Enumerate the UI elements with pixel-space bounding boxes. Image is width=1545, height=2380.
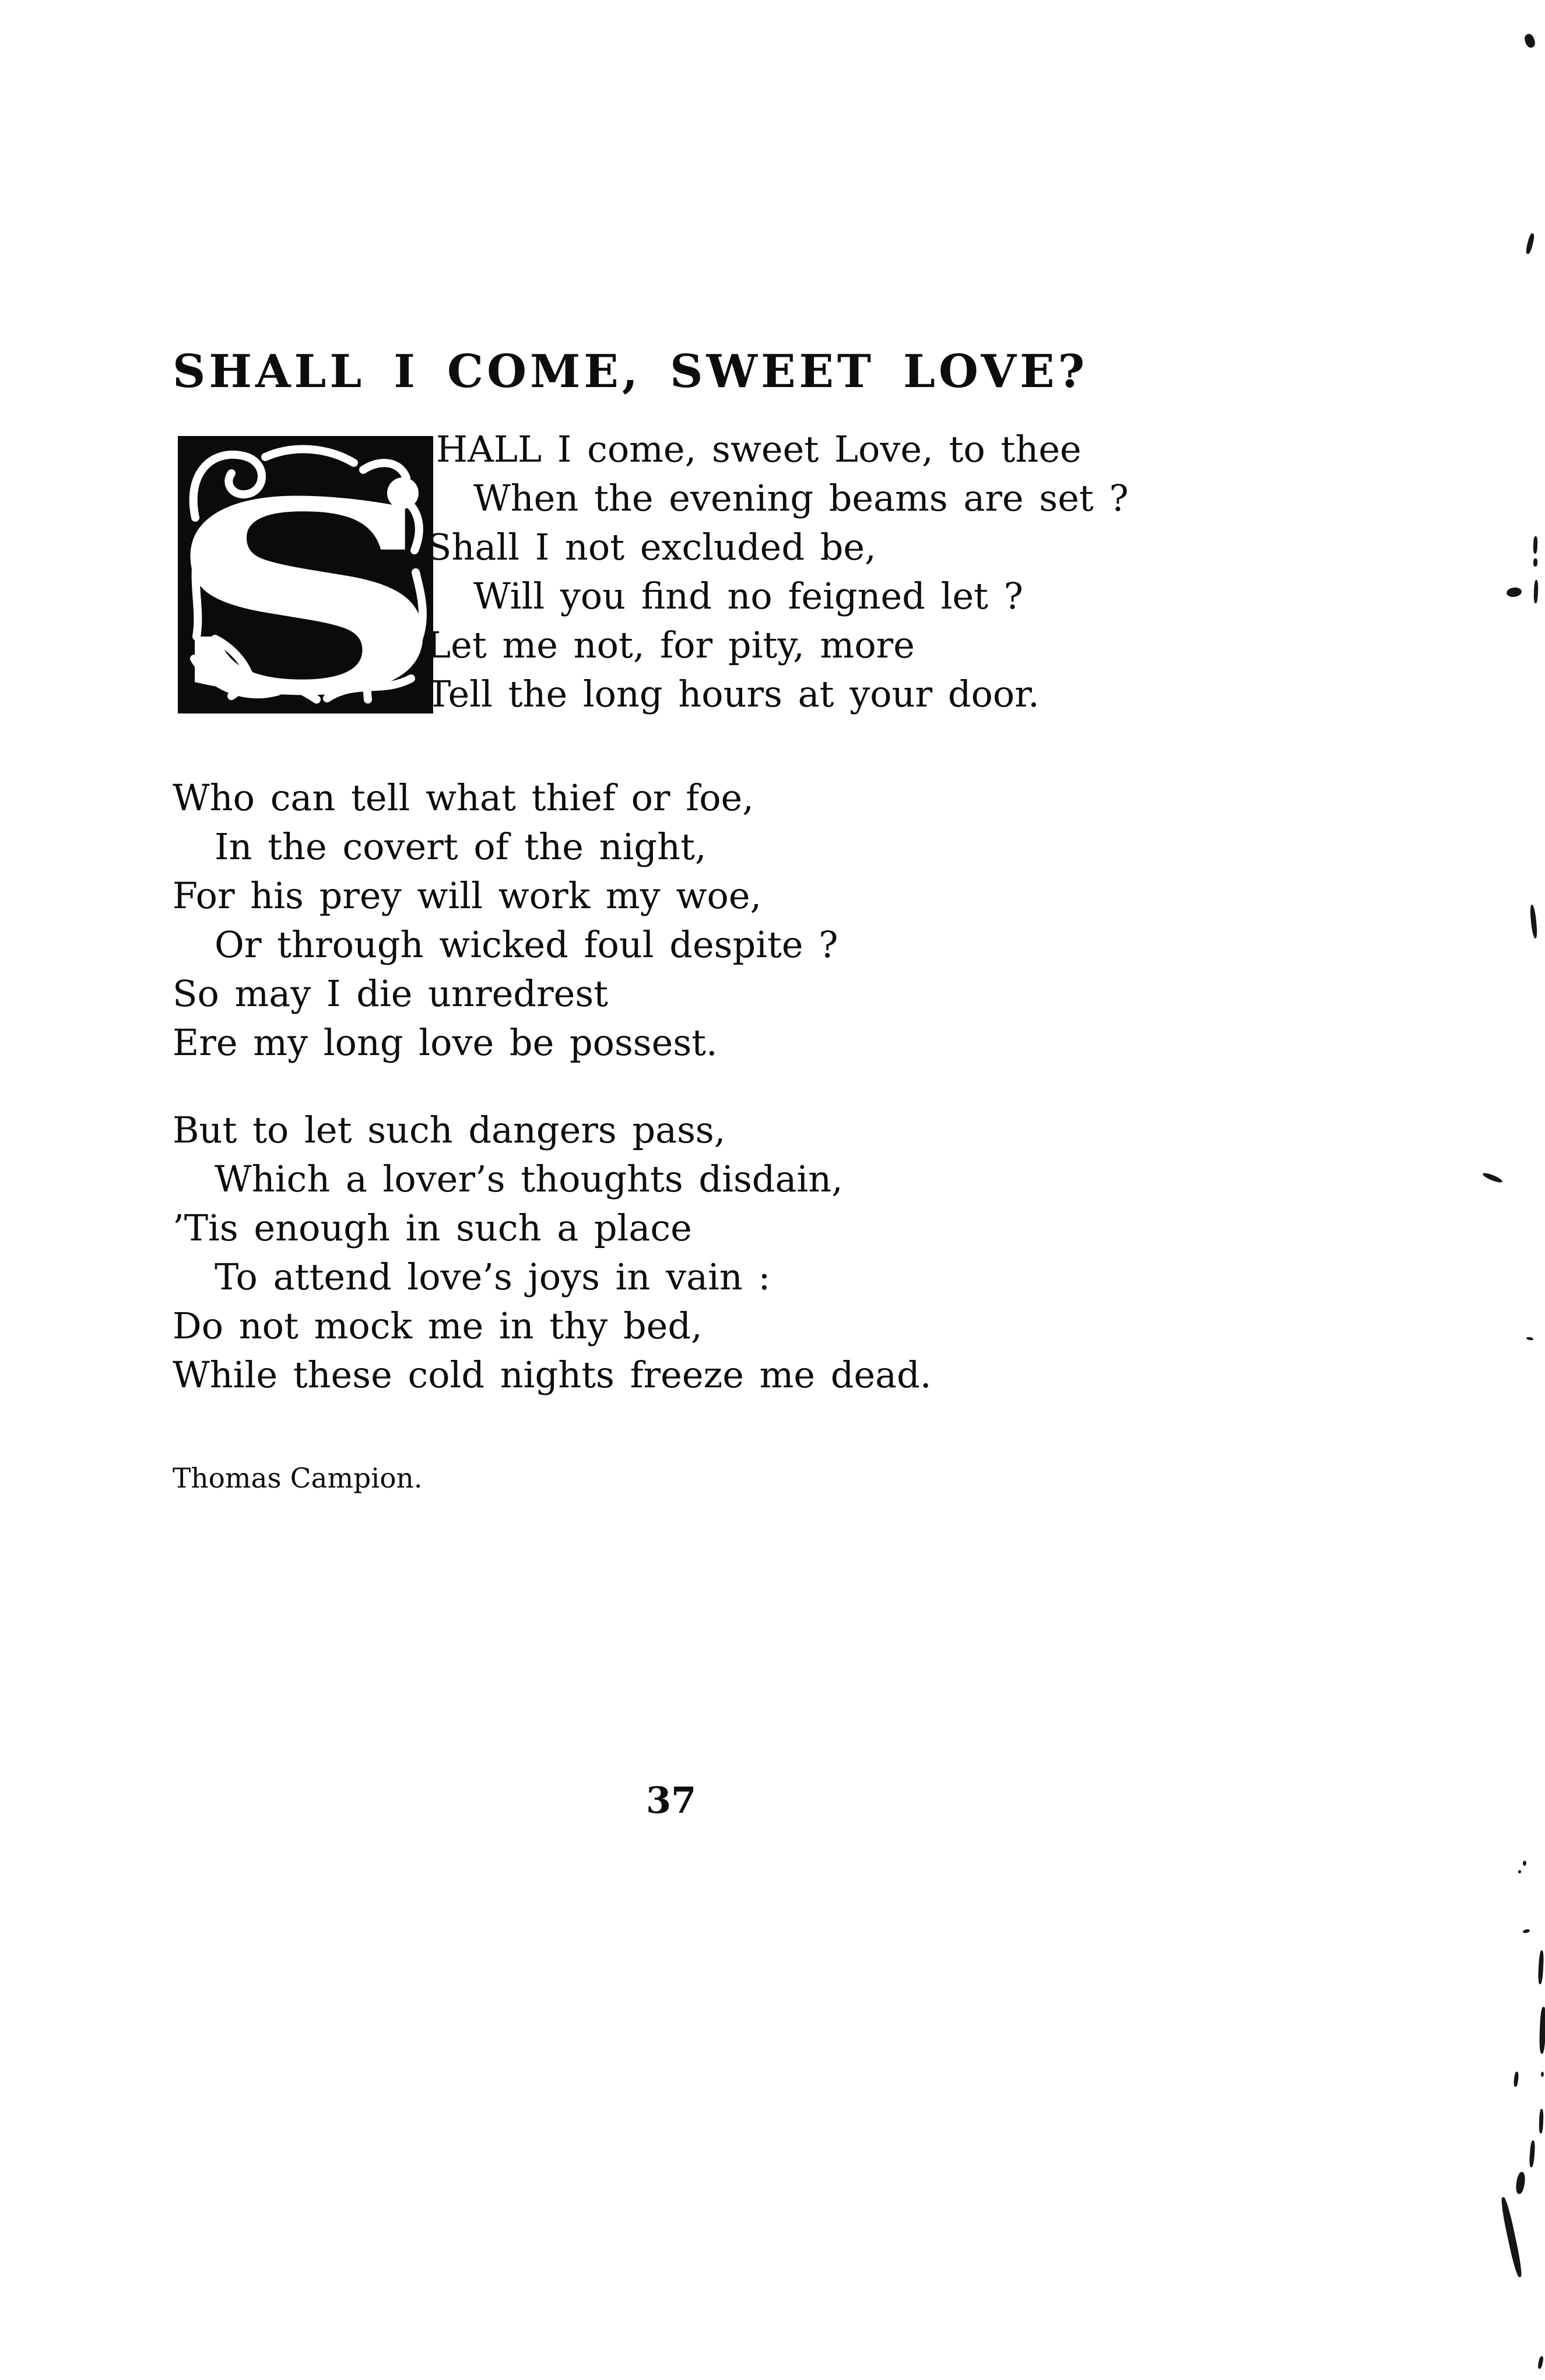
scan-speck xyxy=(1514,2072,1519,2087)
scan-speck xyxy=(1539,2109,1543,2133)
scan-speck xyxy=(1506,586,1522,597)
stanza-3 xyxy=(173,1106,932,1400)
scan-speck xyxy=(1500,2196,1524,2278)
stanza-2 xyxy=(173,774,838,1067)
scan-speck xyxy=(1533,580,1538,603)
ornate-initial-capital xyxy=(178,436,433,713)
poem-line: Tell the long hours at your door. xyxy=(427,673,1040,715)
scan-speck xyxy=(1518,1870,1521,1873)
author-attribution: Thomas Campion. xyxy=(173,1463,423,1495)
poem-line: Who can tell what thief or foe, xyxy=(173,776,754,819)
poem-title: SHALL I COME, SWEET LOVE? xyxy=(173,345,1088,398)
scan-speck xyxy=(1515,2171,1526,2195)
scan-speck xyxy=(1482,1172,1504,1184)
scan-speck xyxy=(1523,33,1536,49)
scan-speck xyxy=(1523,1929,1530,1933)
poem-line: Do not mock me in thy bed, xyxy=(173,1305,703,1347)
woodcut-initial-S-icon xyxy=(178,436,433,713)
scan-speck xyxy=(1533,558,1537,567)
poem-line: While these cold nights freeze me dead. xyxy=(173,1354,932,1396)
stanza-1 xyxy=(427,425,1129,719)
poem-line: Which a lover’s thoughts disdain, xyxy=(215,1158,843,1200)
poem-line: To attend love’s joys in vain : xyxy=(215,1256,771,1298)
scan-speck xyxy=(1529,2140,1535,2167)
poem-line: ’Tis enough in such a place xyxy=(173,1207,692,1249)
poem-line: Will you find no feigned let ? xyxy=(473,575,1024,617)
poem-line: But to let such dangers pass, xyxy=(173,1109,726,1151)
scan-speck xyxy=(1529,905,1538,939)
scan-speck xyxy=(1523,1861,1526,1866)
scan-speck xyxy=(1537,2356,1544,2370)
scan-speck xyxy=(1533,536,1537,554)
poem-line: In the covert of the night, xyxy=(215,825,707,868)
poem-line: Or through wicked foul despite ? xyxy=(215,923,838,966)
poem-line: Shall I not excluded be, xyxy=(427,526,876,568)
poem-line: For his prey will work my woe, xyxy=(173,874,762,917)
drop-cap-letter: S xyxy=(178,444,433,713)
poem-line: HALL I come, sweet Love, to thee xyxy=(436,428,1082,470)
scan-speck xyxy=(1541,2072,1544,2077)
poem-line: Let me not, for pity, more xyxy=(427,624,915,666)
scan-speck xyxy=(1539,2007,1545,2054)
poem-line: When the evening beams are set ? xyxy=(473,477,1129,519)
page-number: 37 xyxy=(646,1779,697,1822)
poem-line: Ere my long love be possest. xyxy=(173,1021,718,1064)
scan-speck xyxy=(1526,1337,1534,1341)
scan-speck xyxy=(1537,1950,1544,1984)
poem-line: So may I die unredrest xyxy=(173,972,609,1015)
scan-speck xyxy=(1525,233,1535,254)
